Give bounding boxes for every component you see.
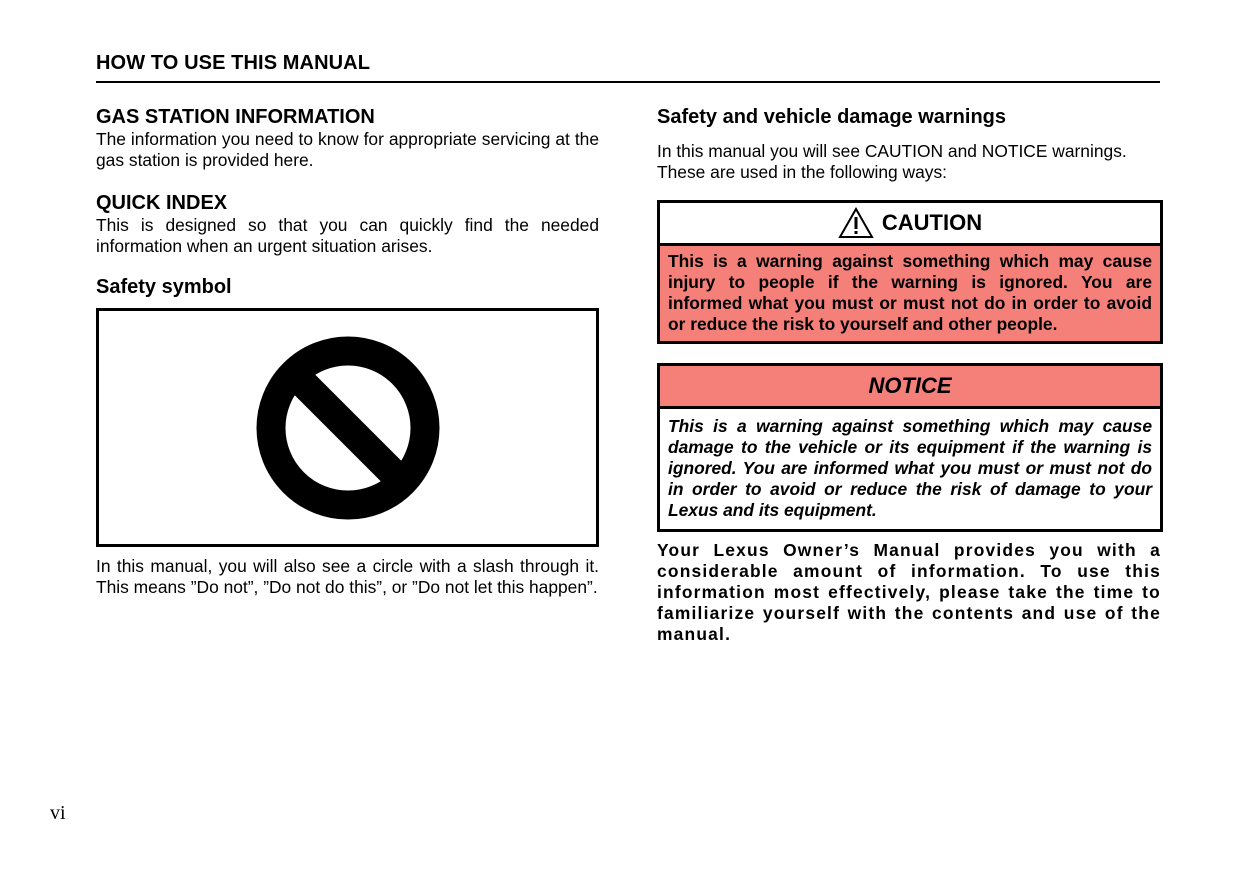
caution-label: CAUTION xyxy=(881,210,983,235)
closing-paragraph: Your Lexus Owner’s Manual provides you with a considerable amount of information. To use this information most effectively, please take the time to familiarize yourself with the contents and use of the manual. xyxy=(657,540,1161,644)
warnings-intro: In this manual you will see CAUTION and NOTICE warnings. These are used in the following ways: xyxy=(657,141,1127,182)
gas-station-heading: GAS STATION INFORMATION xyxy=(96,106,375,128)
section-gas-station xyxy=(96,105,599,171)
prohibition-icon xyxy=(256,336,440,520)
caution-text: This is a warning against something which may cause injury to people if the warning is ignored. You are informed what you must or must not do in order to avoid or reduce the risk to yourself and other people. xyxy=(660,246,1160,341)
section-quick-index xyxy=(96,191,599,257)
notice-label: NOTICE xyxy=(868,373,952,398)
right-column xyxy=(657,105,1161,662)
safety-symbol-caption: In this manual, you will also see a circle with a slash through it. This means ”Do not”, ”Do not do this”, or ”Do not let this happen”. xyxy=(96,556,599,597)
safety-symbol-box xyxy=(96,308,599,547)
caution-box xyxy=(657,200,1163,344)
gas-station-text: The information you need to know for appropriate servicing at the gas station is provided here. xyxy=(96,129,599,170)
safety-symbol-heading: Safety symbol xyxy=(96,276,232,298)
quick-index-heading: QUICK INDEX xyxy=(96,192,228,214)
warnings-heading: Safety and vehicle damage warnings xyxy=(657,106,1007,128)
header-divider xyxy=(96,81,1160,83)
warning-triangle-icon xyxy=(838,207,874,239)
caution-header xyxy=(660,203,1160,246)
notice-box xyxy=(657,363,1163,532)
page-header-title: HOW TO USE THIS MANUAL xyxy=(96,52,371,74)
quick-index-text: This is designed so that you can quickly find the needed information when an urgent situation arises. xyxy=(96,215,599,256)
notice-header xyxy=(660,366,1160,409)
section-safety-symbol xyxy=(96,275,599,598)
left-column xyxy=(96,105,599,598)
notice-text: This is a warning against something which may cause damage to the vehicle or its equipment if the warning is ignored. You are informed what you must or must not do in order to avoid or reduce the risk of damage to your Lexus and its equipment. xyxy=(660,409,1160,529)
page-number: vi xyxy=(50,802,66,824)
